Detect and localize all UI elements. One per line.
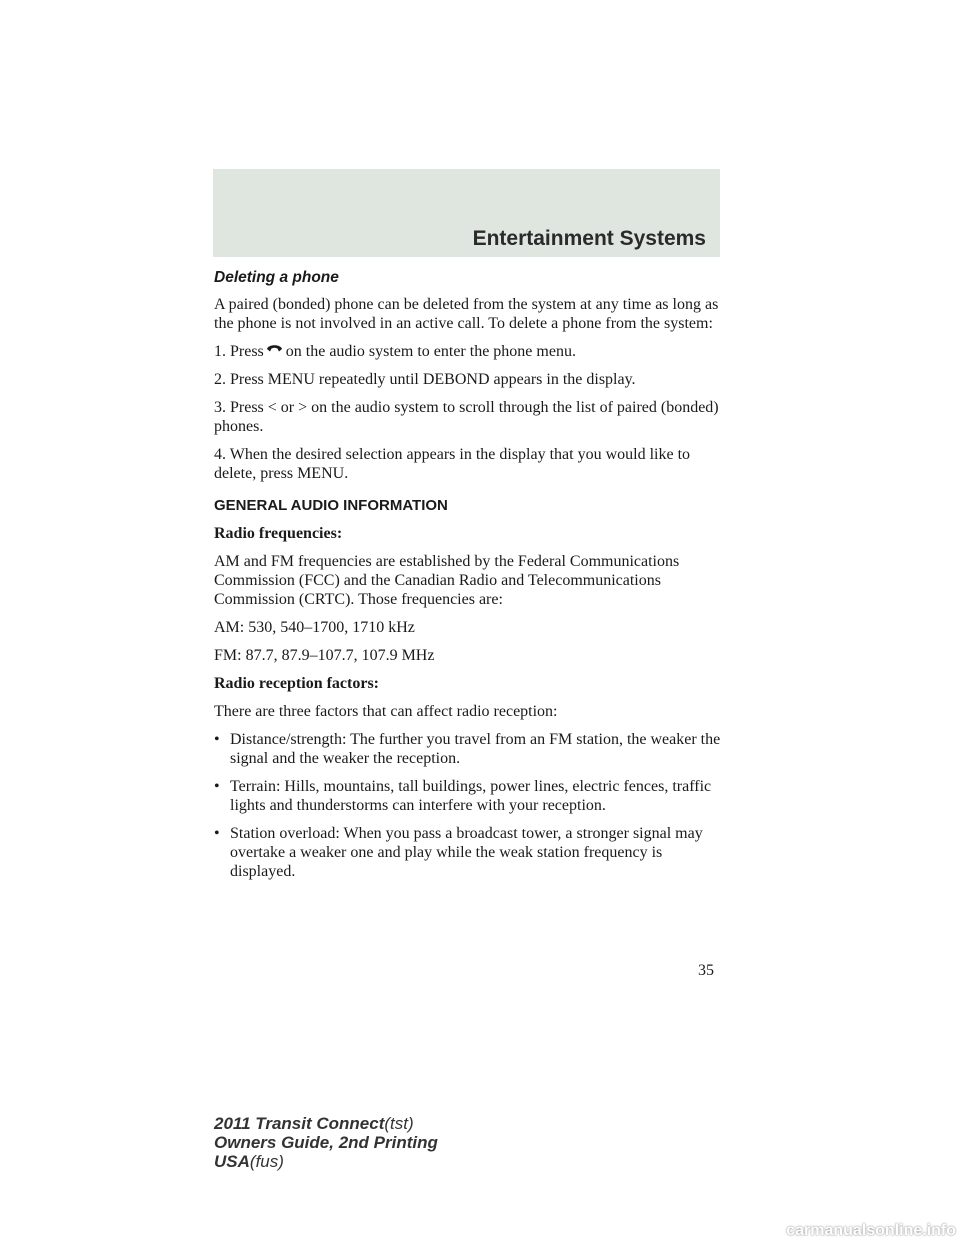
radio-frequencies-label: Radio frequencies: xyxy=(214,525,343,542)
step-4: 4. When the desired selection appears in the display that you would like to delete, press MENU. xyxy=(214,446,691,482)
footer-market-code: (fus) xyxy=(249,1152,284,1171)
bullet-icon: • xyxy=(214,778,220,795)
list-item-text: Terrain: Hills, mountains, tall buildings, power lines, electric fences, traffic lights and thunderstorms can interfere with your reception. xyxy=(230,778,712,814)
list-item-text: Distance/strength: The further you travel from an FM station, the weaker the signal and the weaker the reception. xyxy=(230,731,721,767)
reception-factors-intro: There are three factors that can affect radio reception: xyxy=(214,703,558,720)
general-audio-heading: GENERAL AUDIO INFORMATION xyxy=(214,497,448,514)
step-1-before: 1. Press xyxy=(214,343,264,360)
step-3: 3. Press < or > on the audio system to scroll through the list of paired (bonded) phones. xyxy=(214,399,719,435)
footer-model: 2011 Transit Connect xyxy=(214,1114,385,1133)
list-item-text: Station overload: When you pass a broadcast tower, a stronger signal may overtake a weaker one and play while the weak station frequency is displayed. xyxy=(230,825,703,880)
footer-model-code: (tst) xyxy=(384,1114,414,1133)
radio-frequencies-text: AM and FM frequencies are established by the Federal Communications Commission (FCC) and the Canadian Radio and Telecommunications Commission (CRTC). Those frequencies are: xyxy=(214,553,680,608)
list-item xyxy=(214,777,724,815)
page-number: 35 xyxy=(698,962,714,979)
step-1-after: on the audio system to enter the phone menu. xyxy=(285,343,576,360)
footer-market: USA xyxy=(214,1152,250,1171)
watermark-text: carmanualsonline.info xyxy=(786,1222,956,1239)
phone-handset-icon xyxy=(266,342,283,353)
fm-frequencies: FM: 87.7, 87.9–107.7, 107.9 MHz xyxy=(214,647,435,664)
footer-line-2: Owners Guide, 2nd Printing xyxy=(214,1133,438,1152)
deleting-intro: A paired (bonded) phone can be deleted from the system at any time as long as the phone is not involved in an active call. To delete a phone from the system: xyxy=(214,296,719,332)
deleting-phone-heading: Deleting a phone xyxy=(214,269,339,286)
list-item xyxy=(214,824,724,881)
footer-line-1 xyxy=(214,1114,438,1133)
step-2: 2. Press MENU repeatedly until DEBOND appears in the display. xyxy=(214,371,636,388)
step-1 xyxy=(214,342,724,361)
bullet-icon: • xyxy=(214,825,220,842)
list-item xyxy=(214,730,724,768)
reception-factors-label: Radio reception factors: xyxy=(214,675,379,692)
section-header-band xyxy=(213,169,720,257)
section-title: Entertainment Systems xyxy=(472,227,706,250)
reception-factors-list xyxy=(214,730,724,881)
document-footer xyxy=(214,1114,438,1171)
bullet-icon: • xyxy=(214,731,220,748)
footer-line-3 xyxy=(214,1152,438,1171)
page-content xyxy=(214,268,724,890)
am-frequencies: AM: 530, 540–1700, 1710 kHz xyxy=(214,619,415,636)
